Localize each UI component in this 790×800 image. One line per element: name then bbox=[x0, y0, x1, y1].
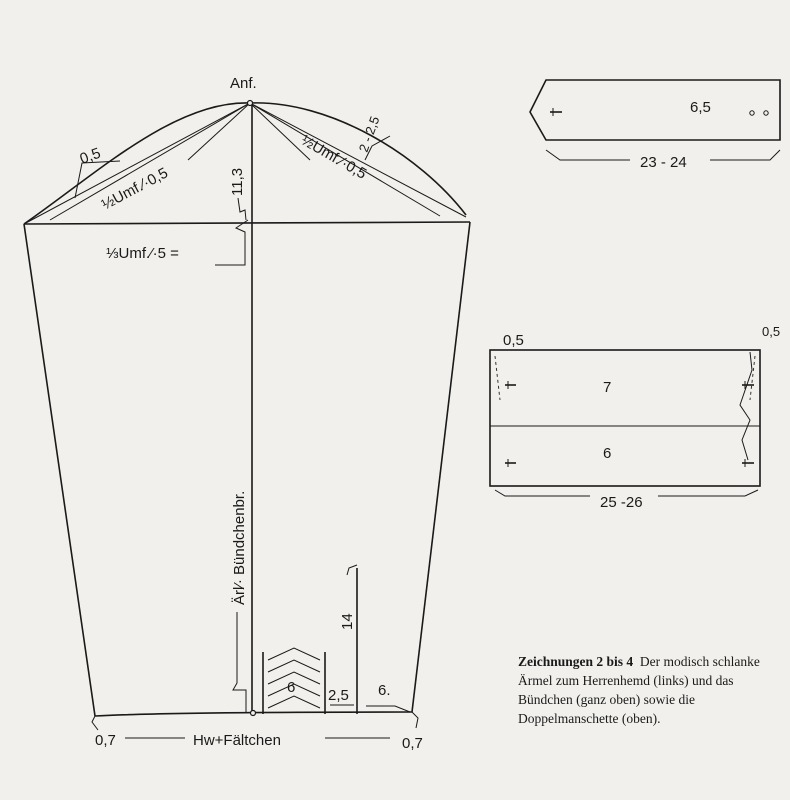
sleeve-left-seam bbox=[24, 224, 95, 716]
cap-height-label: 11,3 bbox=[229, 167, 246, 196]
sleeve-length-label: Ärl⁄· Bündchenbr. bbox=[231, 490, 248, 605]
caption-heading: Zeichnungen 2 bis 4 bbox=[518, 654, 634, 669]
pleat-6a-label: 6 bbox=[287, 679, 296, 696]
cuff-height-label: 6,5 bbox=[690, 99, 711, 116]
pleat-25-label: 2,5 bbox=[328, 687, 349, 704]
half-circ-left-label: ½Umf.⁄·0,5 bbox=[98, 164, 171, 214]
pleat-height-label: 14 bbox=[339, 613, 356, 630]
anf-label: Anf. bbox=[230, 75, 257, 92]
curve-left-offset-label: 0,5 bbox=[77, 144, 103, 168]
cuff-width-line-right bbox=[710, 150, 780, 160]
hem-left-corner bbox=[92, 716, 98, 730]
cap-height-marker bbox=[238, 198, 246, 220]
double-cuff-outline bbox=[490, 350, 760, 486]
cap-diagonal-right bbox=[250, 103, 466, 217]
underarm-line bbox=[24, 222, 470, 224]
curve-right-offset-label: 2 - 2,5 bbox=[355, 114, 383, 155]
double-cuff-lower-label: 6 bbox=[603, 445, 612, 462]
cuff-pattern bbox=[530, 80, 780, 171]
double-cuff-offset-left: 0,5 bbox=[503, 332, 524, 349]
double-cuff-edge-marker bbox=[740, 352, 752, 460]
cap-diagonal-left bbox=[24, 103, 250, 224]
half-circ-right-label: ½Umf.⁄·0,5 bbox=[298, 131, 370, 183]
hem-right-label: 0,7 bbox=[402, 735, 423, 752]
double-cuff-width-line-right bbox=[658, 490, 758, 496]
hem-right-corner bbox=[412, 712, 418, 728]
caption-text: Der modisch schlanke Ärmel zum Herrenhemd (links) und das Bündchen (ganz oben) sowie die Doppelmanschette (oben). bbox=[518, 654, 760, 726]
double-cuff-width-label: 25 -26 bbox=[600, 494, 643, 511]
sleeve-pattern bbox=[24, 75, 470, 752]
cap-ray-right-2 bbox=[250, 103, 310, 160]
pleat-6b-label: 6. bbox=[378, 682, 391, 699]
cuff-width-label: 23 - 24 bbox=[640, 154, 687, 171]
figure-caption bbox=[518, 652, 786, 728]
sleeve-right-seam bbox=[412, 222, 470, 712]
hem-width-label: Hw+Fältchen bbox=[193, 732, 281, 749]
double-cuff-left-taper bbox=[495, 356, 500, 400]
cuff-outline bbox=[530, 80, 780, 140]
cap-ray-left bbox=[50, 103, 250, 220]
double-cuff-pattern bbox=[490, 324, 780, 511]
double-cuff-width-line-left bbox=[495, 490, 590, 496]
double-cuff-offset-right: 0,5 bbox=[762, 324, 781, 339]
hem-center-point bbox=[251, 711, 256, 716]
anf-point bbox=[248, 101, 253, 106]
hem-left-label: 0,7 bbox=[95, 732, 116, 749]
cuff-width-line-left bbox=[546, 150, 630, 160]
double-cuff-upper-label: 7 bbox=[603, 379, 612, 396]
sleeve-length-marker bbox=[233, 612, 246, 712]
third-circ-label: ⅓Umf.⁄·5 = bbox=[106, 245, 179, 262]
third-circ-marker bbox=[215, 220, 248, 265]
